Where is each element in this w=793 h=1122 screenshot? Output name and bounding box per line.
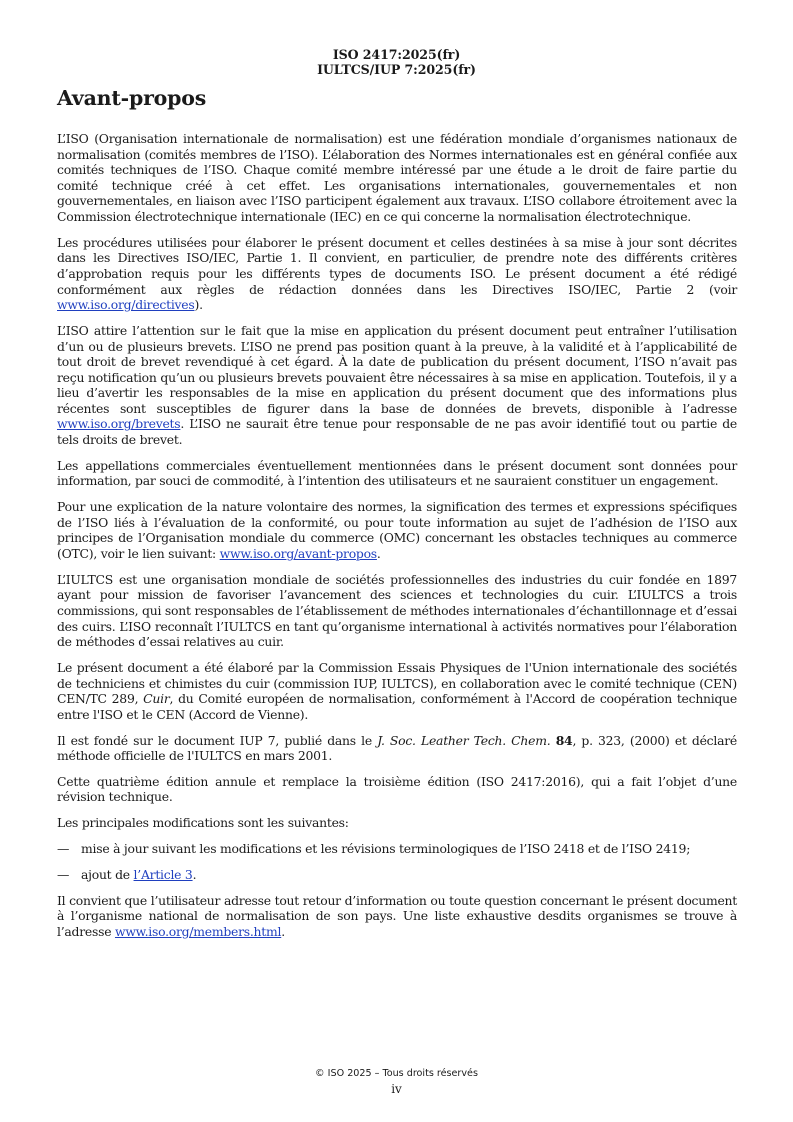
page-title: Avant-propos [57,86,207,110]
committee-name-italic: Cuir [143,691,170,707]
paragraph-text: L’ISO attire l’attention sur le fait que la mise en application du présent document peut entraîner l’utilisation d’un ou de plusieurs brevets. L’ISO ne prend pas position quant à la preuve, à la validité et à l’applicabilité de tout droit de brevet revendiqué à cet égard. À la date de publication du présent document, l’ISO n’avait pas reçu notification qu’un ou plusieurs brevets pouvaient être nécessaires à sa mise en application. Toutefois, il y a lieu d’avertir les responsables de la mise en application du présent document que des informations plus récentes sont susceptibles de figurer dans la base de données de brevets, disponible à l’adresse [57,322,737,416]
paragraph-text: . L’ISO ne saurait être tenue pour responsable de ne pas avoir identifié tout ou partie de tels droits de brevet. [57,416,737,448]
list-item-prefix: ajout de [81,866,134,882]
journal-volume: 84 [555,732,573,748]
patents-link[interactable]: www.iso.org/brevets [57,416,181,432]
paragraph-text: Le présent document a été élaboré par la Commission Essais Physiques de l'Union internationale des sociétés de techniciens et chimistes du cuir (commission IUP, IULTCS), en collaboration avec le comité technique (CEN) CEN/TC 289, [57,659,737,707]
journal-title: J. Soc. Leather Tech. Chem. [377,732,551,748]
foreword-info-link[interactable]: www.iso.org/avant-propos [219,546,377,561]
paragraph-trade-names: Les appellations commerciales éventuellement mentionnées dans le présent document sont données pour information, par souci de commodité, à l’intention des utilisateurs et ne sauraient constituer un engagement. [57,457,737,489]
paragraph-iup-source [57,733,737,764]
paragraph-text: , p. 323, (2000) et déclaré méthode officielle de l'IULTCS en mars 2001. [57,732,737,764]
paragraph-text: Les procédures utilisées pour élaborer le présent document et celles destinées à sa mise à jour sont décrites dans les Directives ISO/IEC, Partie 1. Il convient, en particulier, de prendre note des différents critères d’approbation requis pour les différents types de documents ISO. Le présent document a été rédigé conformément aux règles de rédaction données dans les Directives ISO/IEC, Partie 2 (voir [57,234,737,297]
header-iso-reference: ISO 2417:2025(fr) [332,47,461,62]
list-item-suffix: . [192,866,197,882]
list-item [57,867,737,883]
paragraph-text: . [376,546,381,561]
list-item-text: mise à jour suivant les modifications et les révisions terminologiques de l’ISO 2418 et de l’ISO 2419; [81,841,691,857]
paragraph-iultcs: L’IULTCS est une organisation mondiale de sociétés professionnelles des industries du cuir fondée en 1897 ayant pour mission de favoriser l’avancement des sciences et technologies du cuir. L’IULTCS a trois commissions, qui sont responsables de l’établissement de méthodes internationales d’échantillonnage et d’essai des cuirs. L’ISO reconnaît l’IULTCS en tant qu’organisme international à activités normatives pour l’élaboration de méthodes d’essai relatives au cuir. [57,571,737,650]
copyright-notice: © ISO 2025 – Tous droits réservés [315,1068,478,1079]
article-3-link[interactable]: l’Article 3 [133,866,193,882]
members-link[interactable]: www.iso.org/members.html [114,923,282,939]
page-footer [0,1067,793,1096]
paragraph-changes-intro: Les principales modifications sont les suivantes: [57,815,349,831]
paragraph-text: Il convient que l’utilisateur adresse tout retour d’information ou toute question concernant le présent document à l’organisme national de normalisation de son pays. Une liste exhaustive desdits organismes se trouve à l’adresse [57,892,737,939]
paragraph-text: Pour une explication de la nature volontaire des normes, la signification des termes et expressions spécifiques de l’ISO liés à l’évaluation de la conformité, ou pour toute information au sujet de l’adhésion de l’ISO aux principes de l’Organisation mondiale du commerce (OMC) concernant les obstacles techniques au commerce (OTC), voir le lien suivant: [57,499,737,561]
list-dash: — [57,841,70,857]
header-iultcs-reference: IULTCS/IUP 7:2025(fr) [317,62,476,77]
paragraph-iso-intro: L’ISO (Organisation internationale de normalisation) est une fédération mondiale d’organismes nationaux de normalisation (comités membres de l’ISO). L’élaboration des Normes internationales est en général confiée aux comités techniques de l’ISO. Chaque comité membre intéressé par une étude a le droit de faire partie du comité technique créé à cet effet. Les organisations internationales, gouvernementales et non gouvernementales, en liaison avec l’ISO participent également aux travaux. L’ISO collabore étroitement avec la Commission électrotechnique internationale (IEC) en ce qui concerne la normalisation électrotechnique. [57,131,737,224]
page-number: iv [391,1082,402,1096]
paragraph-voluntary-nature [57,499,737,561]
paragraph-edition: Cette quatrième édition annule et remplace la troisième édition (ISO 2417:2016), qui a fait l’objet d’une révision technique. [57,773,737,805]
paragraph-patents [57,323,737,448]
foreword-body [57,131,737,950]
list-item [57,841,737,857]
list-dash: — [57,866,70,882]
paragraph-directives [57,235,737,313]
paragraph-committee [57,660,737,722]
list-item-text [81,867,737,883]
document-header [0,47,793,77]
paragraph-text: ). [194,297,203,313]
directives-link[interactable]: www.iso.org/directives [57,297,195,313]
paragraph-text: , du Comité européen de normalisation, conformément à l'Accord de coopération technique entre l'ISO et le CEN (Accord de Vienne). [57,691,737,722]
paragraph-feedback [57,893,737,940]
paragraph-text: Il est fondé sur le document IUP 7, publié dans le [57,732,378,748]
paragraph-text: . [281,923,285,939]
